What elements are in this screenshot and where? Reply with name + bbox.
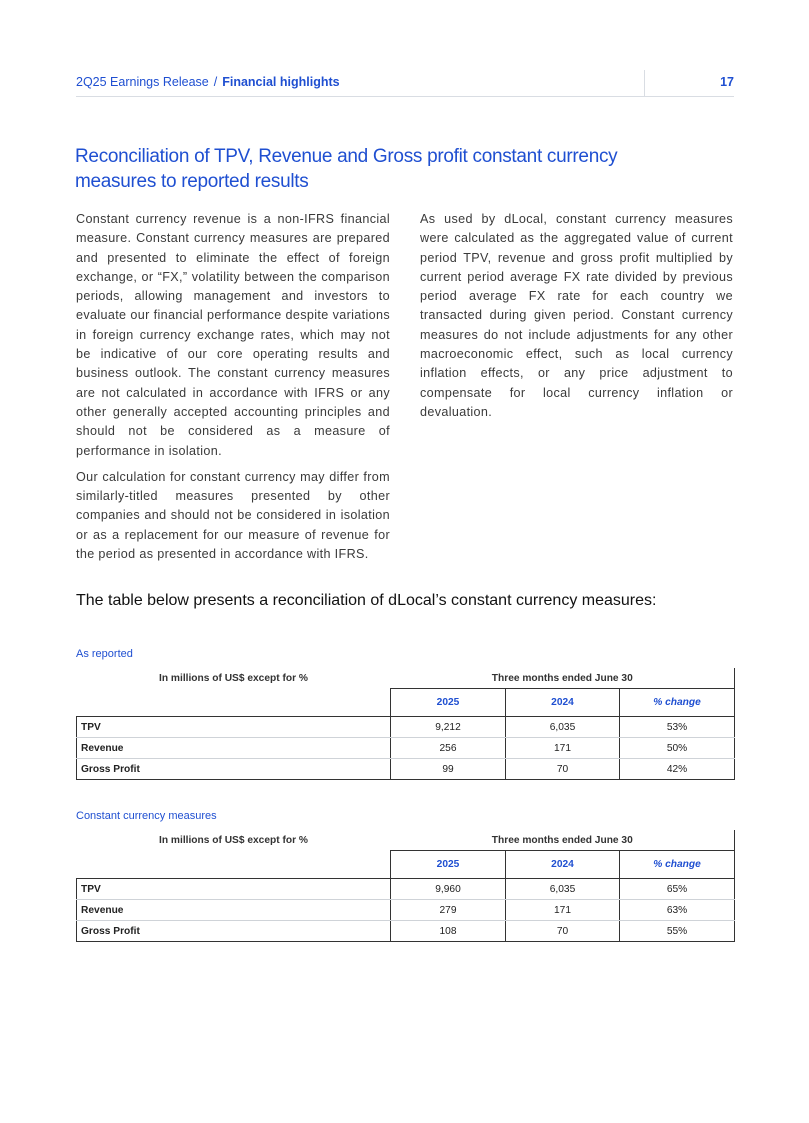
section-title: Financial highlights <box>222 75 340 89</box>
column-header: 2024 <box>506 851 620 879</box>
table-cell: 63% <box>620 900 735 921</box>
table-cell: 50% <box>620 738 735 759</box>
column-header-row <box>77 851 735 879</box>
table-row <box>77 717 735 738</box>
column-header-row <box>77 689 735 717</box>
table-row <box>77 879 735 900</box>
body-column-right <box>420 210 733 429</box>
document-title: 2Q25 Earnings Release <box>76 75 209 89</box>
unit-header: In millions of US$ except for % <box>159 834 308 846</box>
paragraph: As used by dLocal, constant currency measures were calculated as the aggregated value of current period TPV, revenue and gross profit multiplied by current period average FX rate divided by previous period average FX rate for each country we transacted during given period. Constant currency measures do not include adjustments for any other macroeconomic effect, such as local currency inflation effects, or any price adjustment to compensate for local currency inflation or devaluation. <box>420 212 733 419</box>
table-cell: 171 <box>506 738 620 759</box>
as-reported-table <box>76 668 735 780</box>
table-cell: 9,960 <box>391 879 506 900</box>
row-label: Revenue <box>77 900 391 921</box>
blank-header-cell <box>77 689 391 717</box>
table-label-as-reported: As reported <box>76 648 133 660</box>
breadcrumb-separator: / <box>213 75 218 89</box>
table-cell: 171 <box>506 900 620 921</box>
table-cell: 6,035 <box>506 717 620 738</box>
column-header: 2024 <box>506 689 620 717</box>
table-row <box>77 921 735 942</box>
table-cell: 70 <box>506 921 620 942</box>
table-cell: 65% <box>620 879 735 900</box>
period-header: Three months ended June 30 <box>391 830 735 851</box>
table-cell: 70 <box>506 759 620 780</box>
unit-header: In millions of US$ except for % <box>159 672 308 684</box>
row-label: Revenue <box>77 738 391 759</box>
table-cell: 42% <box>620 759 735 780</box>
row-label: Gross Profit <box>77 759 391 780</box>
page-title: Reconciliation of TPV, Revenue and Gross profit constant currency measures to reported results <box>75 146 618 192</box>
column-header: 2025 <box>391 851 506 879</box>
table-header-row <box>77 668 735 689</box>
blank-header-cell <box>77 851 391 879</box>
table-cell: 55% <box>620 921 735 942</box>
table-cell: 9,212 <box>391 717 506 738</box>
table-row <box>77 759 735 780</box>
column-header: % change <box>620 851 735 879</box>
column-header: 2025 <box>391 689 506 717</box>
table-header-row <box>77 830 735 851</box>
body-column-left <box>76 210 390 571</box>
table-cell: 6,035 <box>506 879 620 900</box>
paragraph: Constant currency revenue is a non-IFRS financial measure. Constant currency measures are prepared and presented to eliminate the effect of foreign exchange, or “FX,” volatility between the comparison periods, allowing management and investors to evaluate our financial performance despite variations in foreign currency exchange rates, which may not be indicative of our core operating results and business outlook. The constant currency measures are not calculated in accordance with IFRS or any other generally accepted accounting principles and should not be considered as a measure of performance in isolation. <box>76 212 390 458</box>
table-row <box>77 900 735 921</box>
table-cell: 99 <box>391 759 506 780</box>
row-label: TPV <box>77 879 391 900</box>
header-divider <box>644 70 645 96</box>
constant-currency-table <box>76 830 735 942</box>
period-header: Three months ended June 30 <box>391 668 735 689</box>
column-header: % change <box>620 689 735 717</box>
table-cell: 256 <box>391 738 506 759</box>
table-label-constant-currency: Constant currency measures <box>76 810 217 822</box>
page-header <box>76 70 734 97</box>
table-cell: 279 <box>391 900 506 921</box>
table-intro: The table below presents a reconciliation of dLocal’s constant currency measures: <box>76 592 657 609</box>
table-cell: 53% <box>620 717 735 738</box>
row-label: Gross Profit <box>77 921 391 942</box>
row-label: TPV <box>77 717 391 738</box>
paragraph: Our calculation for constant currency may differ from similarly-titled measures presented by other companies and should not be considered in isolation or as a replacement for our measure of revenue for the period as presented in accordance with IFRS. <box>76 469 390 562</box>
breadcrumb <box>76 75 340 89</box>
table-cell: 108 <box>391 921 506 942</box>
table-row <box>77 738 735 759</box>
page-number: 17 <box>720 75 734 89</box>
